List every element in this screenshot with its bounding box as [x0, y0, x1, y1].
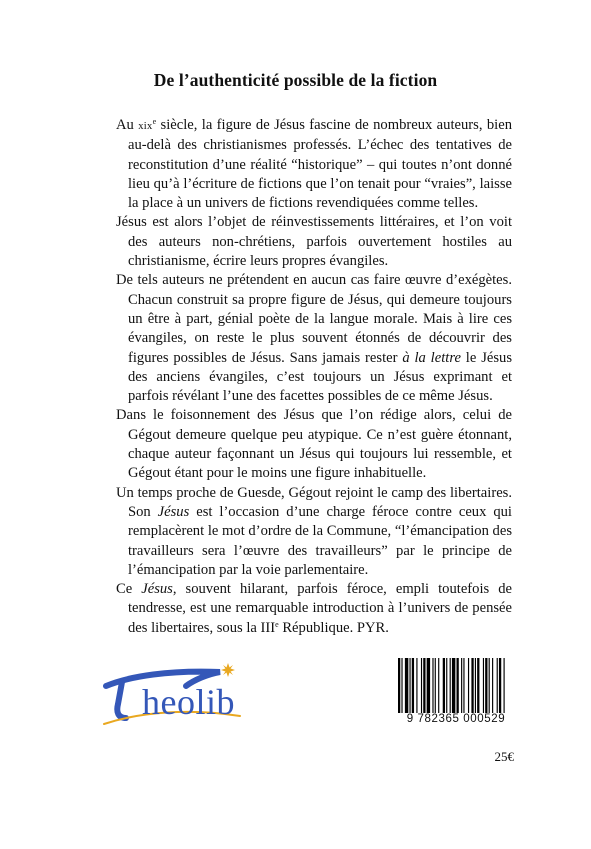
back-cover-text — [116, 116, 512, 638]
barcode-bar — [443, 658, 445, 716]
isbn-number: 9 782365 000529 — [398, 713, 514, 725]
paragraph-3: De tels auteurs ne prétendent en aucun cas faire œuvre d’exégètes. Chacun construit sa propre figure de Jésus, qui demeure toujours un être à part, génial poète de la langue morale. Mais à lire ces évangiles, on reste le plus souvent étonnés de découvrir des figures possibles de Jésus. Sans jamais rester à la lettre le Jésus des anciens évangiles, c’est toujours un Jésus exprimant et parfois révélant l’une des facettes possibles de ce même Jésus. — [116, 272, 513, 405]
barcode-bar — [409, 658, 410, 716]
paragraph-1: Au xix$^e$ siècle, la figure de Jésus fascine de nombreux auteurs, bien au-delà des christianismes professés. L’échec des tentatives de reconstitution d’une réalité “historique” – qui toutes n’ont donné lieu qu’à l’écriture de fictions que l’on tenait pour “vraies”, laisse la place à un univers de fictions revendiquées comme telles. — [116, 117, 512, 212]
barcode — [398, 658, 514, 734]
barcode-bar — [421, 658, 422, 716]
barcode-bar — [461, 658, 462, 716]
barcode-bar — [463, 658, 464, 716]
barcode-bar — [416, 658, 417, 716]
barcode-bar — [452, 658, 455, 716]
publisher-logo — [100, 656, 265, 736]
barcode-bar — [432, 658, 433, 716]
price: 25€ — [494, 749, 514, 764]
logo-wordmark: heolib — [142, 682, 235, 722]
barcode-bar — [412, 658, 414, 716]
star-icon — [221, 663, 235, 677]
paragraph-5: Un temps proche de Guesde, Gégout rejoint le camp des libertaires. Son Jésus est l’occasion d’une charge féroce contre ceux qui remplacèrent le mot d’ordre de la Commune, “l’émancipation des travailleurs sera l’œuvre des travailleurs” par le principe de l’émancipation par la voie parlementaire. — [116, 484, 512, 578]
barcode-bar — [398, 658, 400, 716]
barcode-bar — [446, 658, 447, 716]
barcode-bar — [450, 658, 451, 716]
barcode-bar — [499, 658, 501, 716]
logo-t-stem — [117, 682, 126, 718]
barcode-bar — [468, 658, 469, 716]
barcode-bar — [497, 658, 498, 716]
barcode-bar — [475, 658, 476, 716]
barcode-bar — [401, 658, 402, 716]
barcode-bar — [427, 658, 430, 716]
barcode-bar — [483, 658, 484, 716]
paragraph-6: Ce Jésus, souvent hilarant, parfois féroce, empli toutefois de tendresse, est une remarquable introduction à l’univers de pensée des libertaires, sous la IIIe République. PYR. — [116, 581, 512, 636]
barcode-bar — [489, 658, 490, 716]
page-title: De l’authenticité possible de la fiction — [153, 70, 438, 90]
century-numeral: xix — [138, 121, 153, 132]
barcode-bar — [438, 658, 439, 716]
barcode-bars — [398, 658, 514, 718]
barcode-bar — [435, 658, 436, 716]
paragraph-4: Dans le foisonnement des Jésus que l’on rédige alors, celui de Gégout demeure quelque peu atypique. Ce n’est guère étonnant, chaque auteur façonnant un Jésus qui toujours lui ressemble, et Gégout étant pour le moins une figure inhabituelle. — [116, 407, 512, 482]
barcode-bar — [485, 658, 487, 716]
publisher-logo-graphic — [100, 656, 265, 736]
barcode-bar — [504, 658, 505, 716]
barcode-bar — [471, 658, 473, 716]
barcode-bar — [423, 658, 425, 716]
barcode-bar — [492, 658, 493, 716]
paragraph-2: Jésus est alors l’objet de réinvestissements littéraires, et l’on voit des auteurs non-chrétiens, parfois ouvertement hostiles au christianisme, écrire leurs propres évangiles. — [116, 214, 512, 270]
barcode-bar — [477, 658, 479, 716]
barcode-bar — [405, 658, 408, 716]
barcode-bar — [457, 658, 459, 716]
